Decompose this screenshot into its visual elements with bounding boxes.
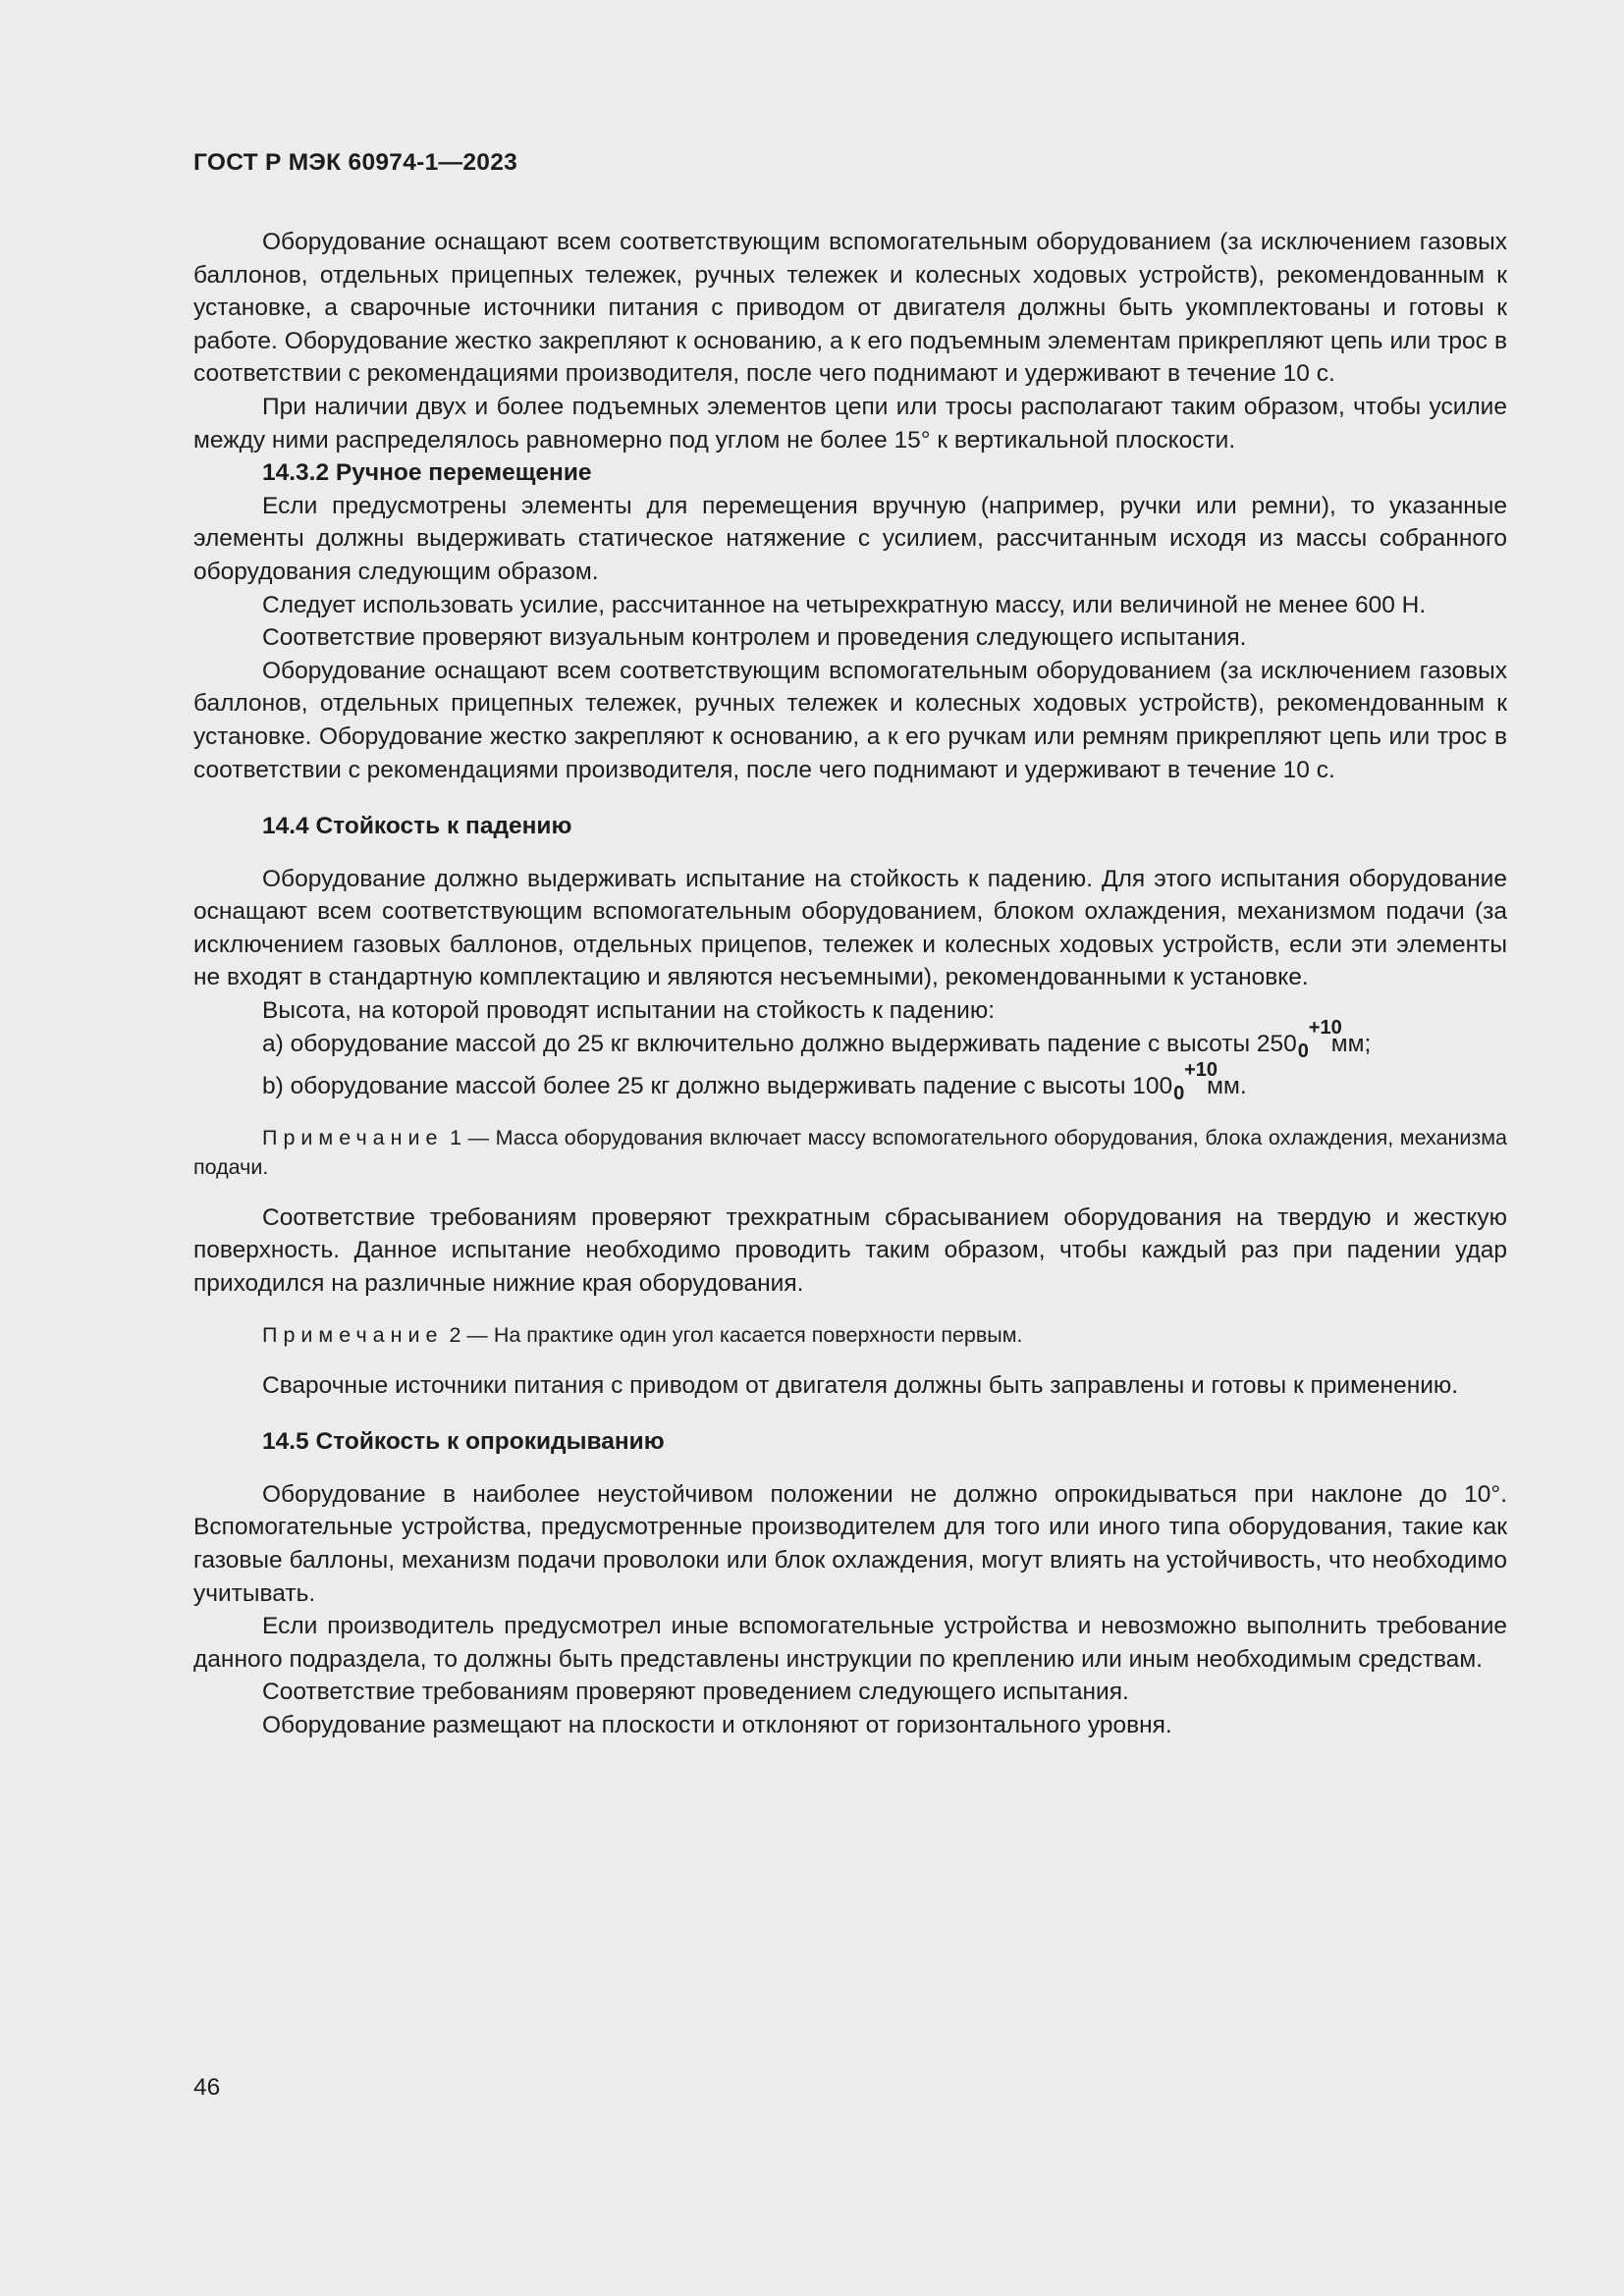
section-heading-14-5: 14.5 Стойкость к опрокидыванию — [262, 1428, 665, 1456]
note-text: 1 — Масса оборудования включает массу вспомогательного оборудования, блока охлаждения, механизма подачи. — [193, 1125, 1507, 1179]
document-header: ГОСТ Р МЭК 60974-1—2023 — [193, 149, 518, 176]
list-item-b — [193, 1059, 1507, 1105]
paragraph: Оборудование в наиболее неустойчивом положении не должно опрокидываться при наклоне до 10°. Вспомогательные устройства, предусмотренные производителем для того или иного типа оборудования, такие как газовые баллоны, механизм подачи проволоки или блок охлаждения, могут влиять на устойчивость, что необходимо учитывать. — [193, 1480, 1507, 1607]
note-1 — [193, 1123, 1507, 1182]
paragraph: Соответствие проверяют визуальным контролем и проведения следующего испытания. — [262, 624, 1247, 652]
document-body — [193, 226, 1507, 1742]
paragraph: Если предусмотрены элементы для перемещения вручную (например, ручки или ремни), то указанные элементы должны выдерживать статическое натяжение с усилием, рассчитанным исходя из массы собранного оборудования следующим образом. — [193, 492, 1507, 585]
paragraph: Оборудование оснащают всем соответствующим вспомогательным оборудованием (за исключением газовых баллонов, отдельных прицепных тележек, ручных тележек и колесных ходовых устройств), рекомендованным к установке, а сварочные источники питания с приводом от двигателя должны быть укомплектованы и готовы к работе. Оборудование жестко закрепляют к основанию, а к его подъемным элементам прикрепляют цепь или трос в соответствии с рекомендациями производителя, после чего поднимают и удерживают в течение 10 с. — [193, 229, 1507, 388]
tolerance — [1297, 1016, 1342, 1062]
list-item-unit: мм; — [1330, 1030, 1372, 1057]
paragraph: Если производитель предусмотрел иные вспомогательные устройства и невозможно выполнить требование данного подраздела, то должны быть представлены инструкции по креплению или иным необходимым средствам. — [193, 1613, 1507, 1673]
paragraph: Следует использовать усилие, рассчитанное на четырехкратную массу, или величиной не менее 600 Н. — [262, 591, 1427, 618]
paragraph: Оборудование размещают на плоскости и отклоняют от горизонтального уровня. — [262, 1711, 1172, 1738]
note-label: Примечание — [262, 1322, 444, 1347]
tolerance-upper: +10 — [1184, 1059, 1218, 1082]
tolerance — [1173, 1059, 1218, 1105]
paragraph: При наличии двух и более подъемных элементов цепи или тросы располагают таким образом, чтобы усилие между ними распределялось равномерно под углом не более 15° к вертикальной плоскости. — [193, 393, 1507, 454]
section-heading-14-3-2: 14.3.2 Ручное перемещение — [262, 459, 592, 487]
tolerance-lower: 0 — [1297, 1040, 1309, 1062]
tolerance-upper: +10 — [1308, 1016, 1342, 1039]
list-item-unit: мм. — [1207, 1073, 1247, 1100]
list-item-text: а) оборудование массой до 25 кг включительно должно выдерживать падение с высоты 250 — [262, 1030, 1297, 1057]
tolerance-lower: 0 — [1173, 1083, 1185, 1105]
list-item-a — [193, 1016, 1507, 1062]
paragraph: Оборудование оснащают всем соответствующим вспомогательным оборудованием (за исключением газовых баллонов, отдельных прицепных тележек, ручных тележек и колесных ходовых устройств), рекомендованным к установке. Оборудование жестко закрепляют к основанию, а к его ручкам или ремням прикрепляют цепь или трос в соответствии с рекомендациями производителя, после чего поднимают и удерживают в течение 10 с. — [193, 657, 1507, 783]
paragraph: Высота, на которой проводят испытании на стойкость к падению: — [262, 997, 996, 1025]
note-text: 2 — На практике один угол касается поверхности первым. — [449, 1322, 1023, 1347]
note-2 — [193, 1320, 1507, 1350]
page-number: 46 — [193, 2074, 221, 2101]
note-label: Примечание — [262, 1125, 444, 1149]
list-item-text: b) оборудование массой более 25 кг должно выдерживать падение с высоты 100 — [262, 1073, 1173, 1100]
paragraph: Оборудование должно выдерживать испытание на стойкость к падению. Для этого испытания оборудование оснащают всем соответствующим вспомогательным оборудованием, блоком охлаждения, механизмом подачи (за исключением газовых баллонов, отдельных прицепов, тележек и колесных ходовых устройств, если эти элементы не входят в стандартную комплектацию и являются несъемными), рекомендованными к установке. — [193, 865, 1507, 991]
section-heading-14-4: 14.4 Стойкость к падению — [262, 813, 572, 840]
paragraph: Соответствие требованиям проверяют проведением следующего испытания. — [262, 1679, 1129, 1706]
paragraph: Сварочные источники питания с приводом от двигателя должны быть заправлены и готовы к применению. — [262, 1371, 1459, 1399]
paragraph: Соответствие требованиям проверяют трехкратным сбрасыванием оборудования на твердую и жесткую поверхность. Данное испытание необходимо проводить таким образом, чтобы каждый раз при падении удар приходился на различные нижние края оборудования. — [193, 1203, 1507, 1298]
